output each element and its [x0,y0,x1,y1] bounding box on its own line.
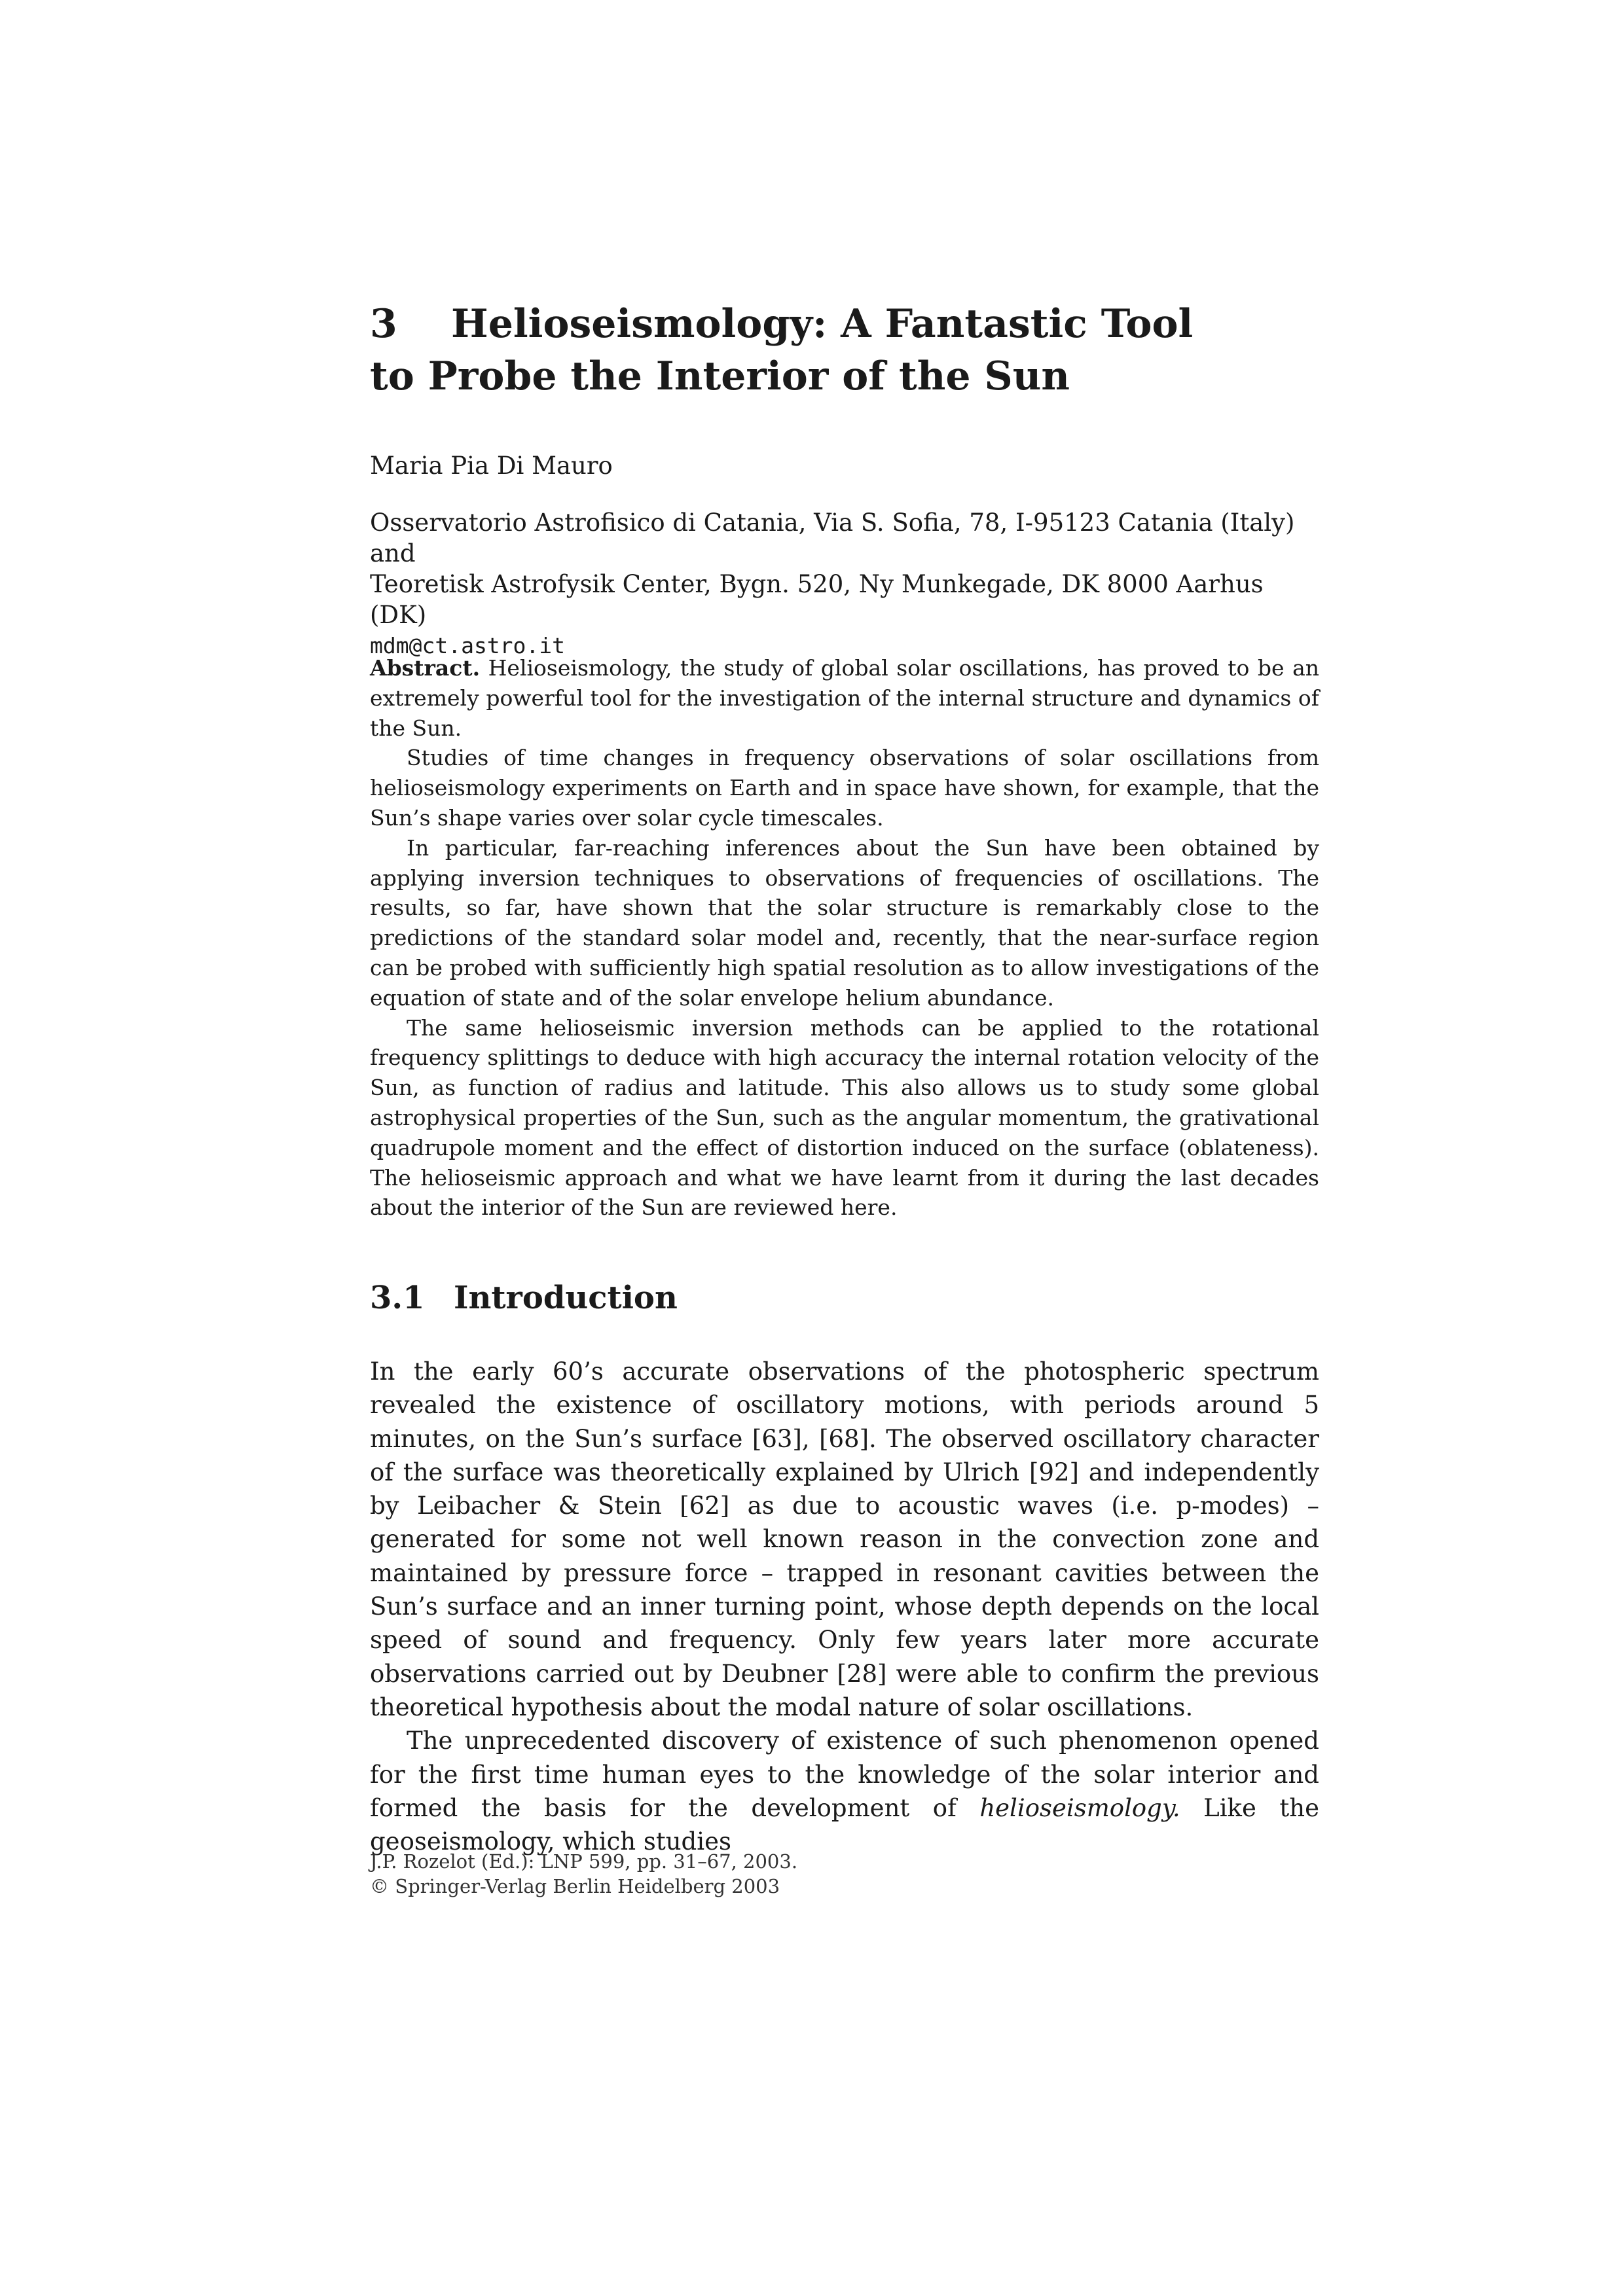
abstract-p3: In particular, far-reaching inferences about the Sun have been obtained by applying inversion techniques to observations of frequencies of oscillations. The results, so far, have shown that the solar structure is remarkably close to the predictions of the standard solar model and, recently, that the near-surface region can be probed with sufficiently high spatial resolution as to allow investigations of the equation of state and of the solar envelope helium abundance. [370,834,1319,1011]
abstract-p2: Studies of time changes in frequency observations of solar oscillations from helioseismology experiments on Earth and in space have shown, for example, that the Sun’s shape varies over solar cycle timescales. [370,745,1319,831]
footer-citation [370,1849,797,1899]
abstract [370,653,1319,1223]
intro-p2-before: The unprecedented discovery of existence of such phenomenon opened for the first time human eyes to the knowledge of the solar interior and formed the basis for the development of [370,1727,1319,1822]
footer-line1: J.P. Rozelot (Ed.): LNP 599, pp. 31–67, 2003. [370,1850,798,1873]
affiliation-line1: Osservatorio Astrofisico di Catania, Via S. Sofia, 78, I-95123 Catania (Italy) and [370,509,1295,567]
chapter-number: 3 [370,301,397,347]
author-email[interactable]: mdm@ct.astro.it [370,633,566,658]
intro-p2-italic: helioseismology. [979,1793,1180,1822]
abstract-p4: The same helioseismic inversion methods can be applied to the rotational frequency splittings to deduce with high accuracy the internal rotation velocity of the Sun, as function of radius and latitude. This also allows us to study some global astrophysical properties of the Sun, such as the angular momentum, the grativational quadrupole moment and the effect of distortion induced on the surface (oblateness). The helioseismic approach and what we have learnt from it during the last decades about the interior of the Sun are reviewed here. [370,1014,1319,1221]
footer-line2: © Springer-Verlag Berlin Heidelberg 2003 [370,1875,780,1897]
chapter-title-line2: to Probe the Interior of the Sun [370,353,1070,399]
abstract-label: Abstract. [370,655,481,681]
abstract-p1: Helioseismology, the study of global solar oscillations, has proved to be an extremely powerful tool for the investigation of the internal structure and dynamics of the Sun. [370,655,1319,741]
abstract-paragraph [370,653,1319,743]
section-number: 3.1 [370,1280,425,1316]
affiliation [370,507,1319,661]
intro-p2-after: Like the geoseismology, which studies [370,1793,1320,1856]
section-heading [370,1280,678,1316]
section-title: Introduction [454,1280,678,1316]
affiliation-line2: Teoretisk Astrofysik Center, Bygn. 520, Ny Munkegade, DK 8000 Aarhus (DK) [370,570,1264,629]
introduction-body [370,1355,1319,1858]
intro-p1: In the early 60’s accurate observations of the photospheric spectrum revealed the existence of oscillatory motions, with periods around 5 minutes, on the Sun’s surface [63], [68]. The observed oscillatory character of the surface was theoretically explained by Ulrich [92] and independently by Leibacher & Stein [62] as due to acoustic waves (i.e. p-modes) – generated for some not well known reason in the convection zone and maintained by pressure force – trapped in resonant cavities between the Sun’s surface and an inner turning point, whose depth depends on the local speed of sound and frequency. Only few years later more accurate observations carried out by Deubner [28] were able to confirm the previous theoretical hypothesis about the modal nature of solar oscillations. [370,1357,1319,1721]
intro-p2 [370,1724,1319,1858]
chapter-title [370,298,1319,403]
chapter-title-line1: Helioseismology: A Fantastic Tool [451,301,1194,347]
author-name: Maria Pia Di Mauro [370,452,613,480]
